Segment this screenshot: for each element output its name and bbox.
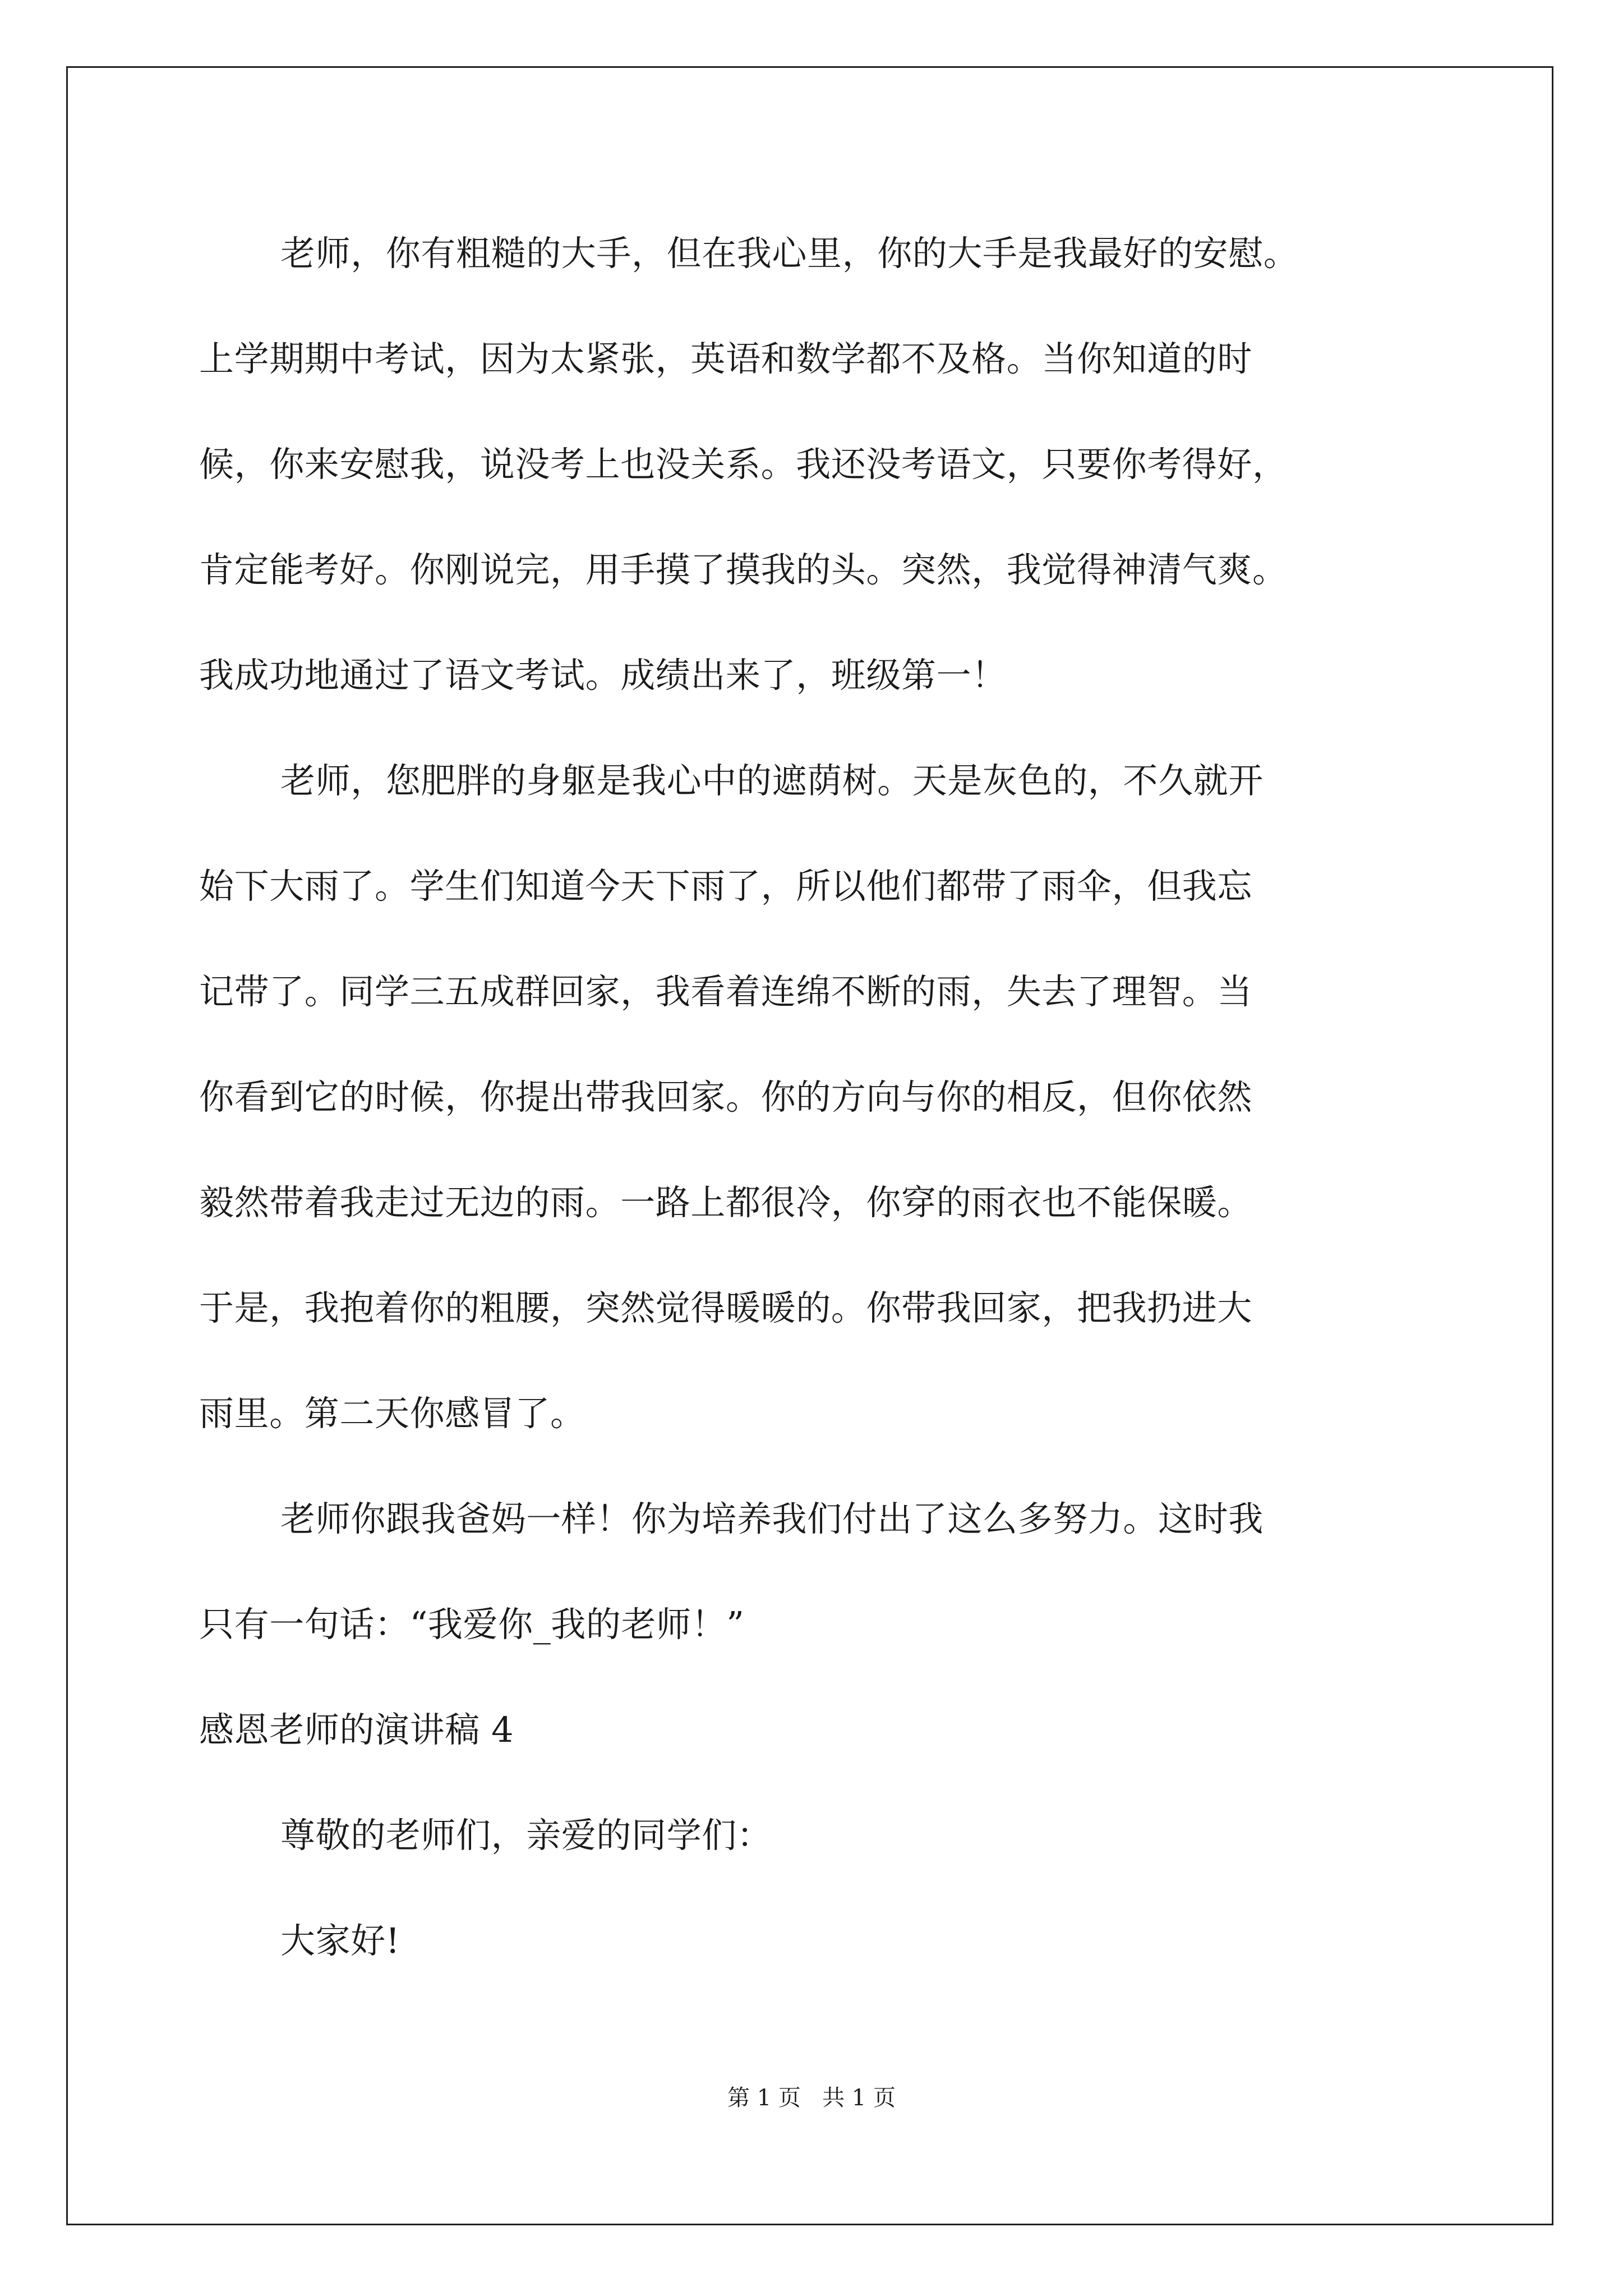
greeting: 大家好! xyxy=(280,1920,400,1961)
paragraph-2-line-7: 雨里。第二天你感冒了。 xyxy=(199,1393,585,1434)
paragraph-1-line-5: 我成功地通过了语文考试。成绩出来了，班级第一！ xyxy=(199,655,1007,696)
salutation: 尊敬的老师们，亲爱的同学们： xyxy=(280,1815,772,1856)
paragraph-1-line-3: 候，你来安慰我，说没考上也没关系。我还没考语文，只要你考得好， xyxy=(199,444,1288,485)
paragraph-1-line-2: 上学期期中考试，因为太紧张，英语和数学都不及格。当你知道的时 xyxy=(199,338,1253,379)
page-footer: 第 1 页 共 1 页 xyxy=(727,2085,896,2111)
section-heading: 感恩老师的演讲稿 4 xyxy=(199,1709,514,1750)
page-border xyxy=(66,66,1553,2225)
paragraph-1-line-4: 肯定能考好。你刚说完，用手摸了摸我的头。突然，我觉得神清气爽。 xyxy=(199,549,1288,590)
paragraph-2-line-6: 于是，我抱着你的粗腰，突然觉得暖暖的。你带我回家，把我扔进大 xyxy=(199,1287,1253,1328)
paragraph-2-line-3: 记带了。同学三五成群回家，我看着连绵不断的雨，失去了理智。当 xyxy=(199,971,1253,1012)
paragraph-2-line-2: 始下大雨了。学生们知道今天下雨了，所以他们都带了雨伞，但我忘 xyxy=(199,866,1253,907)
paragraph-3-line-2: 只有一句话：“我爱你_我的老师！” xyxy=(199,1604,745,1645)
paragraph-2-line-5: 毅然带着我走过无边的雨。一路上都很冷，你穿的雨衣也不能保暖。 xyxy=(199,1182,1253,1223)
paragraph-1-line-1: 老师，你有粗糙的大手，但在我心里，你的大手是我最好的安慰。 xyxy=(280,233,1299,274)
paragraph-3-line-1: 老师你跟我爸妈一样！你为培养我们付出了这么多努力。这时我 xyxy=(280,1498,1264,1539)
paragraph-2-line-1: 老师，您肥胖的身躯是我心中的遮荫树。天是灰色的，不久就开 xyxy=(280,760,1264,801)
paragraph-2-line-4: 你看到它的时候，你提出带我回家。你的方向与你的相反，但你依然 xyxy=(199,1076,1253,1117)
